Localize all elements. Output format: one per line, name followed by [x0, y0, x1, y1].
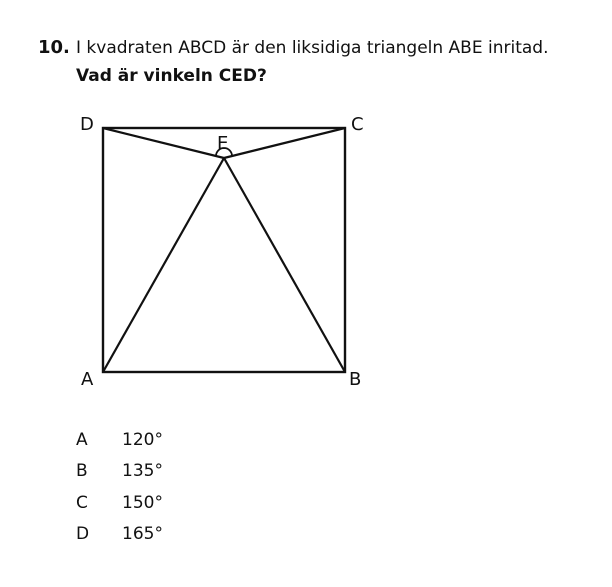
option-letter: C [76, 492, 88, 513]
option-value: 150° [122, 492, 163, 513]
segment-ae [103, 158, 224, 372]
option-a[interactable] [76, 424, 163, 456]
option-value: 120° [122, 429, 163, 450]
option-c[interactable] [76, 487, 163, 519]
option-letter: B [76, 461, 88, 482]
vertex-label-a: A [81, 369, 94, 390]
vertex-label-b: B [349, 369, 362, 390]
option-letter: D [76, 524, 90, 545]
square-abcd [103, 128, 345, 372]
question-number: 10. [38, 37, 70, 58]
vertex-label-e: E [217, 133, 229, 154]
segment-be [224, 158, 345, 372]
question-text: I kvadraten ABCD är den liksidiga triangeln ABE inritad. [76, 38, 549, 58]
option-d[interactable] [76, 519, 163, 551]
answer-options [76, 424, 163, 550]
vertex-label-d: D [80, 114, 94, 135]
segment-ce [224, 128, 345, 158]
question-prompt: Vad är vinkeln CED? [76, 66, 267, 86]
option-value: 135° [122, 461, 163, 482]
option-letter: A [76, 429, 88, 450]
segment-de [103, 128, 224, 158]
option-value: 165° [122, 524, 163, 545]
option-b[interactable] [76, 456, 163, 488]
vertex-label-c: C [351, 114, 364, 135]
